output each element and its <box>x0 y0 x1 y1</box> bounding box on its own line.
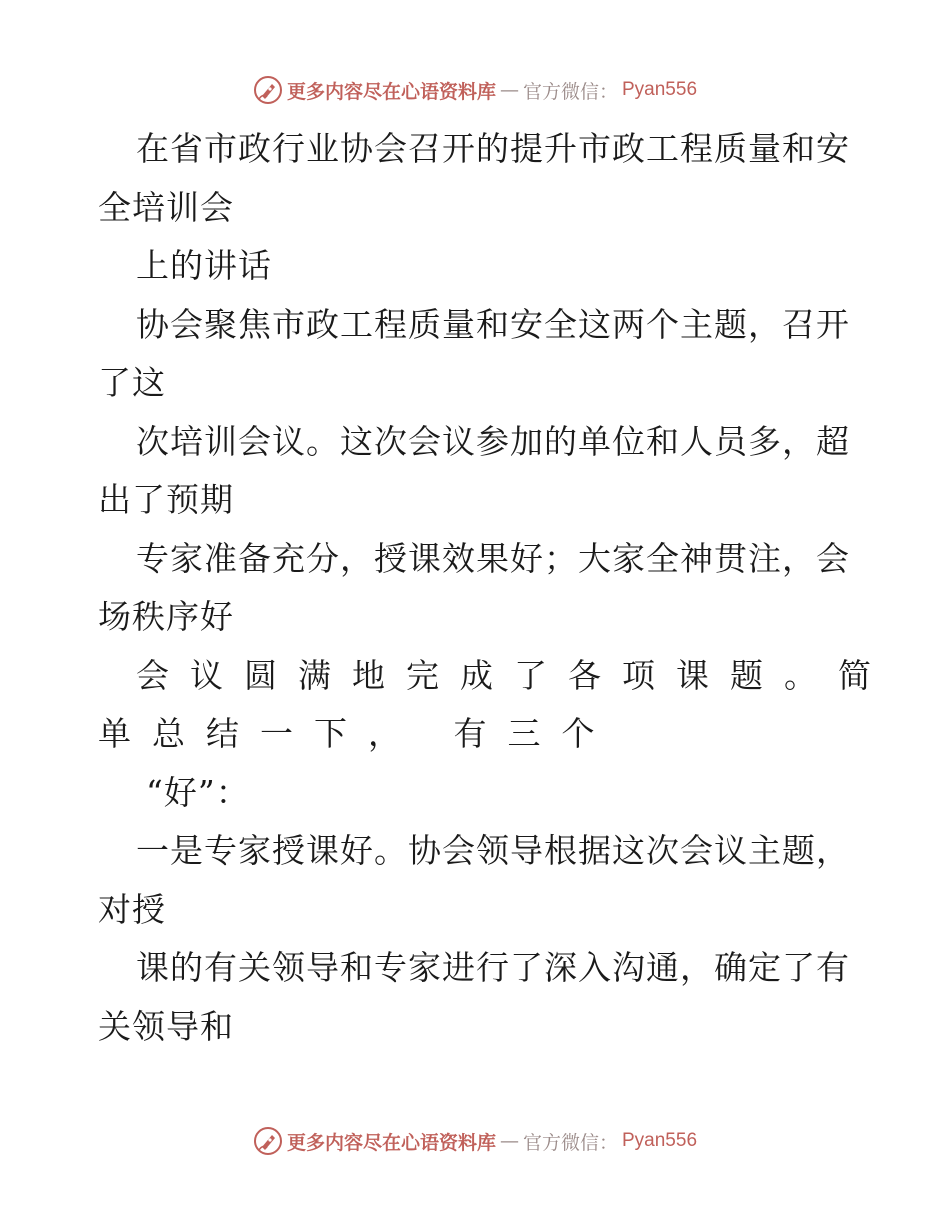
footer-watermark <box>0 1121 950 1161</box>
text-line: 在省市政行业协会召开的提升市政工程质量和安 <box>136 129 850 168</box>
text-line: 课的有关领导和专家进行了深入沟通，确定了有 <box>136 948 850 987</box>
document-body <box>98 120 892 1056</box>
text-line: 专家准备充分，授课效果好；大家全神贯注，会 <box>136 538 850 578</box>
watermark-wechat-id: Pyan556 <box>622 1130 698 1151</box>
watermark-separator: — <box>499 1130 519 1152</box>
text-line: 次培训会议。这次会议参加的单位和人员多，超 <box>136 421 850 461</box>
pen-nib-logo-icon <box>253 75 283 105</box>
text-line: 协会聚焦市政工程质量和安全这两个主题，召开 <box>136 304 850 344</box>
text-line: 单总结一下， 有三个 <box>98 714 616 753</box>
text-line: 对授 <box>98 889 166 929</box>
watermark-label: 官方微信： <box>522 1131 618 1154</box>
text-line: 出了预期 <box>98 480 234 519</box>
text-line: “好”： <box>146 772 250 812</box>
text-line: 上的讲话 <box>136 246 272 285</box>
watermark-wechat-id: Pyan556 <box>622 79 698 100</box>
watermark-text: 更多内容尽在心语资料库 <box>286 1131 496 1154</box>
text-line: 一是专家授课好。协会领导根据这次会议主题， <box>136 831 850 870</box>
watermark-separator: — <box>499 79 519 101</box>
text-line: 全培训会 <box>98 187 234 227</box>
text-line: 会议圆满地完成了各项课题。简 <box>136 655 892 695</box>
pen-nib-logo-icon <box>253 1126 283 1156</box>
text-line: 了这 <box>98 363 166 402</box>
header-watermark <box>0 70 950 110</box>
text-line: 关领导和 <box>98 1006 234 1046</box>
watermark-label: 官方微信： <box>522 80 618 103</box>
text-line: 场秩序好 <box>98 597 234 636</box>
watermark-text: 更多内容尽在心语资料库 <box>286 80 496 103</box>
